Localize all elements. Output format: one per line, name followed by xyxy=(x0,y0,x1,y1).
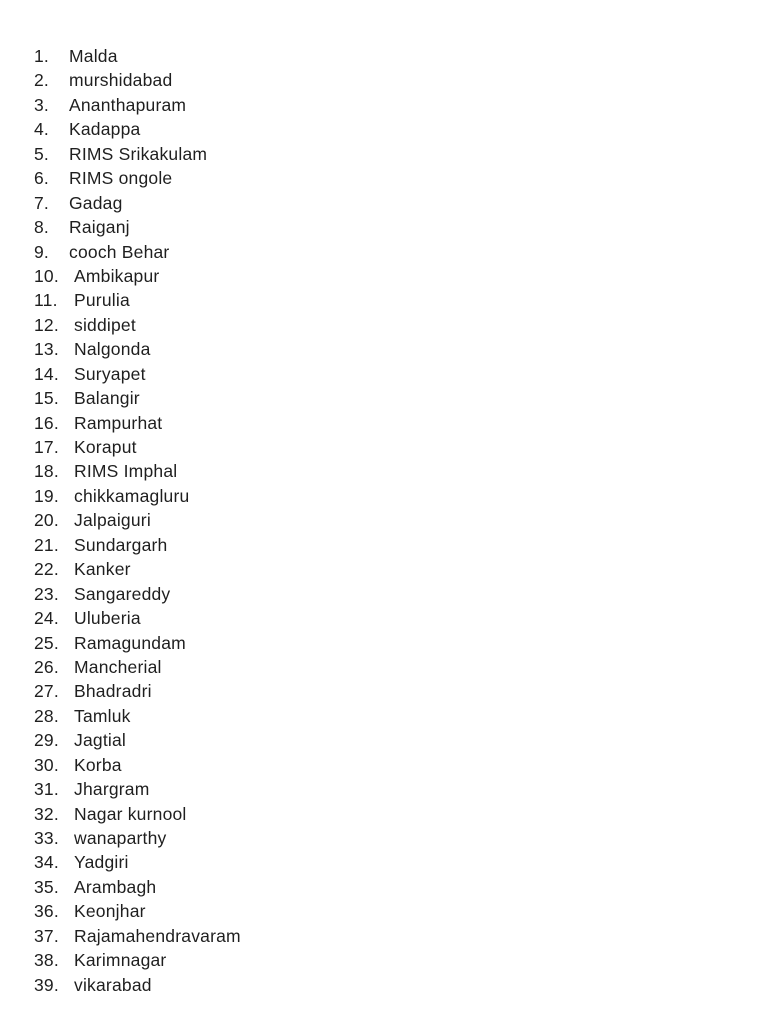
numbered-list xyxy=(0,44,768,997)
list-item-label: Gadag xyxy=(69,192,123,213)
list-item-number: 18. xyxy=(34,461,59,482)
list-item xyxy=(0,533,768,557)
list-item xyxy=(0,264,768,288)
list-item-number: 23. xyxy=(34,583,59,604)
list-item-number: 34. xyxy=(34,852,59,873)
list-item xyxy=(0,777,768,801)
list-item-label: wanaparthy xyxy=(74,828,167,848)
list-item-number: 7. xyxy=(34,192,49,213)
list-item-label: Nagar kurnool xyxy=(74,803,187,824)
list-item-number: 2. xyxy=(34,70,49,91)
list-item xyxy=(0,117,768,141)
list-item-label: Suryapet xyxy=(74,363,146,384)
list-item-label: Korba xyxy=(74,754,122,775)
list-item xyxy=(0,313,768,337)
list-item-number: 10. xyxy=(34,265,59,286)
list-item xyxy=(0,411,768,435)
list-item xyxy=(0,142,768,166)
list-item-number: 6. xyxy=(34,168,49,189)
list-item-number: 26. xyxy=(34,656,59,677)
list-item-label: Arambagh xyxy=(74,876,157,897)
list-item-number: 30. xyxy=(34,754,59,775)
list-item-number: 36. xyxy=(34,901,59,922)
list-item-label: Jalpaiguri xyxy=(74,510,151,531)
list-item-number: 17. xyxy=(34,437,59,457)
list-item-number: 11. xyxy=(34,290,58,311)
list-item-number: 12. xyxy=(34,314,59,335)
list-item xyxy=(0,753,768,777)
list-item-label: Ramagundam xyxy=(74,632,186,653)
list-item xyxy=(0,68,768,92)
list-item-label: murshidabad xyxy=(69,70,173,91)
list-item-label: Mancherial xyxy=(74,656,162,677)
list-item-number: 37. xyxy=(34,925,59,946)
list-item-label: Uluberia xyxy=(74,608,141,629)
list-item-number: 28. xyxy=(34,705,59,726)
list-item-label: vikarabad xyxy=(74,974,152,995)
list-item xyxy=(0,948,768,972)
list-item-number: 8. xyxy=(34,217,49,238)
list-item-number: 35. xyxy=(34,876,59,897)
list-item-number: 15. xyxy=(34,388,59,409)
list-item-number: 3. xyxy=(34,94,49,115)
list-item xyxy=(0,679,768,703)
list-item-label: Jhargram xyxy=(74,779,150,800)
list-item xyxy=(0,44,768,68)
list-item xyxy=(0,850,768,874)
list-item-label: Sundargarh xyxy=(74,534,168,555)
list-item-number: 1. xyxy=(34,46,49,66)
list-item xyxy=(0,362,768,386)
list-item-label: Malda xyxy=(69,46,118,66)
list-item xyxy=(0,973,768,997)
list-item-label: Keonjhar xyxy=(74,901,146,922)
list-item xyxy=(0,875,768,899)
list-item-label: Balangir xyxy=(74,388,140,409)
list-item-number: 32. xyxy=(34,803,59,824)
list-item-label: RIMS Srikakulam xyxy=(69,143,208,164)
list-item xyxy=(0,631,768,655)
list-item xyxy=(0,704,768,728)
list-item-label: Sangareddy xyxy=(74,583,171,604)
list-item-number: 16. xyxy=(34,412,59,433)
list-item-label: RIMS Imphal xyxy=(74,461,178,482)
list-item-label: Koraput xyxy=(74,437,137,457)
list-item xyxy=(0,728,768,752)
list-item-number: 21. xyxy=(34,534,59,555)
list-item-label: Rajamahendravaram xyxy=(74,925,241,946)
list-item-number: 14. xyxy=(34,363,59,384)
list-item-number: 4. xyxy=(34,119,49,140)
list-item-label: Ananthapuram xyxy=(69,94,187,115)
list-item-number: 13. xyxy=(34,339,59,360)
list-item-label: Purulia xyxy=(74,290,130,311)
list-item-number: 24. xyxy=(34,608,59,629)
list-item-number: 22. xyxy=(34,559,59,580)
list-item-label: Ambikapur xyxy=(74,265,160,286)
list-item xyxy=(0,288,768,312)
list-item-number: 20. xyxy=(34,510,59,531)
list-item xyxy=(0,606,768,630)
list-item xyxy=(0,484,768,508)
list-item-label: RIMS ongole xyxy=(69,168,173,189)
list-item-label: Kanker xyxy=(74,559,131,580)
list-item-label: Yadgiri xyxy=(74,852,129,873)
list-item xyxy=(0,93,768,117)
list-item xyxy=(0,655,768,679)
list-item-number: 9. xyxy=(34,241,49,262)
list-item xyxy=(0,191,768,215)
list-item xyxy=(0,386,768,410)
list-item-label: chikkamagluru xyxy=(74,485,190,506)
list-item-label: cooch Behar xyxy=(69,241,170,262)
list-item-label: Nalgonda xyxy=(74,339,151,360)
list-item-label: Rampurhat xyxy=(74,412,163,433)
list-item xyxy=(0,240,768,264)
list-item-label: siddipet xyxy=(74,314,136,335)
list-item-label: Kadappa xyxy=(69,119,141,140)
list-item-label: Raiganj xyxy=(69,217,130,238)
list-item-label: Karimnagar xyxy=(74,950,167,971)
list-item xyxy=(0,557,768,581)
list-item-label: Jagtial xyxy=(74,730,126,751)
list-item xyxy=(0,215,768,239)
list-item-number: 33. xyxy=(34,828,59,848)
list-item xyxy=(0,459,768,483)
list-item-number: 31. xyxy=(34,779,59,800)
list-item xyxy=(0,899,768,923)
list-item-number: 19. xyxy=(34,485,59,506)
list-item-number: 38. xyxy=(34,950,59,971)
list-item xyxy=(0,166,768,190)
list-item-number: 5. xyxy=(34,143,49,164)
list-item xyxy=(0,826,768,850)
list-item-number: 25. xyxy=(34,632,59,653)
list-item-number: 29. xyxy=(34,730,59,751)
list-item xyxy=(0,435,768,459)
list-item xyxy=(0,582,768,606)
list-item-label: Tamluk xyxy=(74,705,131,726)
list-item xyxy=(0,924,768,948)
list-item xyxy=(0,508,768,532)
list-item-number: 27. xyxy=(34,681,59,702)
list-item-number: 39. xyxy=(34,974,59,995)
list-item xyxy=(0,337,768,361)
list-item xyxy=(0,802,768,826)
list-item-label: Bhadradri xyxy=(74,681,152,702)
